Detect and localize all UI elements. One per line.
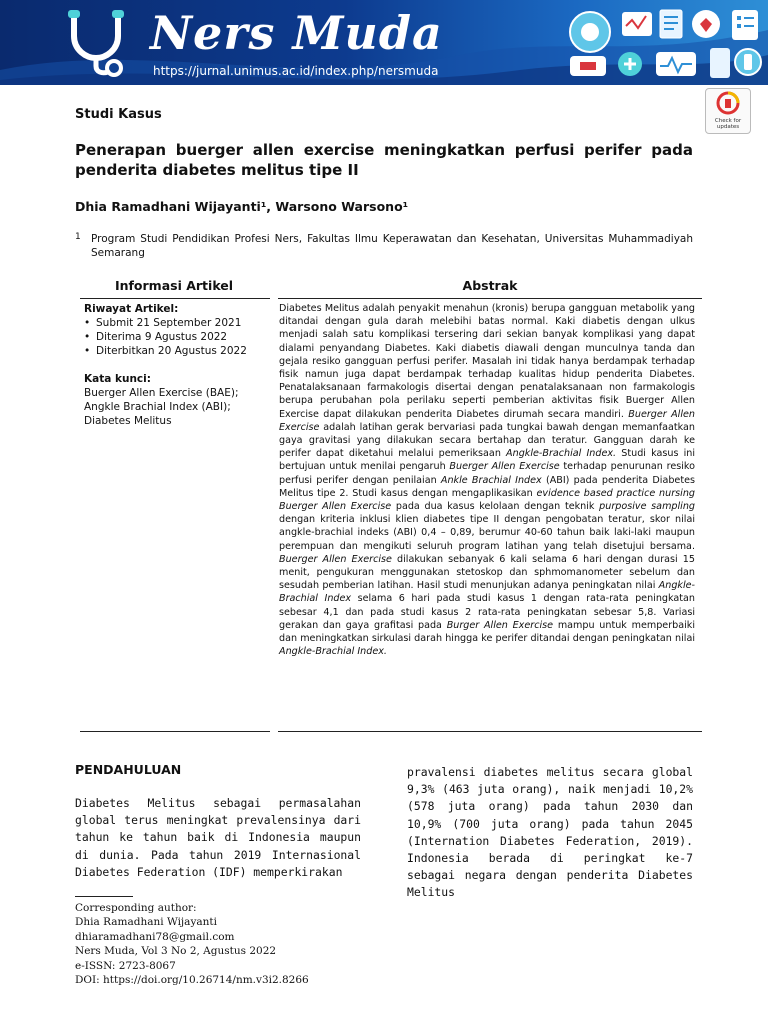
- history-label: Riwayat Artikel:: [84, 303, 179, 315]
- footnote-rule: [75, 896, 133, 897]
- article-info-heading: Informasi Artikel: [114, 278, 234, 293]
- footnote-eissn: e-ISSN: 2723-8067: [75, 959, 176, 972]
- abstract-bottom-rule: [278, 731, 702, 732]
- footnote-issue: Ners Muda, Vol 3 No 2, Agustus 2022: [75, 945, 277, 958]
- article-info-panel: [84, 302, 248, 428]
- history-item-published: • Diterbitkan 20 Agustus 2022: [84, 344, 248, 358]
- footnote-label: Corresponding author:: [75, 902, 197, 914]
- intro-paragraph-left: Diabetes Melitus sebagai permasalahan global terus meningkat prevalensinya dari tahun ke tahun baik di Indonesia maupun di dunia. Pada tahun 2019 Internasional Diabetes Federation (IDF) memperkirakan: [75, 796, 361, 879]
- footnote-name: Dhia Ramadhani Wijayanti: [75, 916, 217, 929]
- footnote-email[interactable]: dhiaramadhani78@gmail.com: [75, 930, 235, 943]
- check-for-updates-icon: [706, 89, 750, 119]
- affiliation: Program Studi Pendidikan Profesi Ners, Fakultas Ilmu Keperawatan dan Kesehatan, Universitas Muhammadiyah Semarang: [91, 233, 693, 259]
- abstract-segment: dengan kriteria inklusi klien diabetes tipe II dengan pengobatan teratur, skor nilai angkle-brachial indeks (ABI) 0,4 – 0,89, berumur 40-60 tahun baik laki-laki maupun perempuan dan mengikuti seluruh program latihan yang telah disetujui bersama.: [279, 514, 695, 552]
- abstract-segment: Buerger Allen Exercise: [449, 461, 560, 473]
- footnote-doi[interactable]: DOI: https://doi.org/10.26714/nm.v3i2.8266: [75, 974, 309, 987]
- abstract-text: [279, 302, 695, 658]
- journal-name: Ners Muda: [150, 6, 443, 60]
- abstract-segment: Burger Allen Exercise: [446, 619, 554, 631]
- section-title: PENDAHULUAN: [75, 762, 182, 777]
- abstract-segment: Buerger Allen Exercise: [279, 408, 695, 433]
- keywords-label: Kata kunci:: [84, 373, 151, 385]
- check-for-updates-badge[interactable]: [705, 88, 751, 134]
- history-item-submit: • Submit 21 September 2021: [84, 316, 248, 330]
- check-for-updates-label: Check for updates: [714, 118, 742, 130]
- history-list: [84, 316, 248, 358]
- abstract-top-rule: [278, 298, 702, 299]
- abstract-segment: mampu untuk memperbaiki dan meningkatkan sirkulasi darah hingga ke perifer ditandai dengan peningkatan nilai: [279, 619, 695, 645]
- abstract-segment: (ABI) pada penderita Diabetes Melitus tipe 2. Studi kasus dengan mengaplikasikan: [279, 474, 695, 499]
- info-bottom-rule: [80, 731, 270, 732]
- abstract-segment: Angkle-Brachial Index.: [506, 448, 617, 460]
- abstract-segment: Angkle-Brachial Index.: [279, 646, 387, 658]
- abstract-segment: adalah latihan gerak bervariasi pada tungkai bawah dengan memanfaatkan gaya gravitasi yang dilakukan secara bertahap dan teratur. Gangguan darah ke perifer dapat diketahui melalui pemeriksaan: [279, 421, 695, 460]
- medical-icons-illustration: [560, 4, 768, 82]
- abstract-segment: evidence based practice nursing Buerger Allen Exercise: [279, 487, 695, 513]
- abstract-segment: Diabetes Melitus adalah penyakit menahun (kronis) berupa gangguan metabolik yang ditandai dengan gula darah melebihi batas normal. Kaki diabetis dengan ulkus menjadi salah satu komplikasi tersering dari sekian banyak komplikasi yang dapat dialami penyandang Diabetes. Kaki diabetis diawali dengan munculnya tanda dan gejala resiko gangguan perfusi perifer. Masalah ini tidak hanya berdampak terhadap fisik namun juga dapat berdampak terhadap kualitas hidup penderita Diabetes. Penatalaksanaan farmakologis disertai dengan penatalaksanaan non farmakologis berupa perubahan pola perilaku seperti pemberian aktivitas fisik Buerger Allen Exercise dapat dilakukan penderita Diabetes dirumah secara mandiri.: [279, 303, 695, 420]
- history-item-accepted: • Diterima 9 Agustus 2022: [84, 330, 248, 344]
- keywords: Buerger Allen Exercise (BAE); Angkle Brachial Index (ABI); Diabetes Melitus: [84, 387, 239, 427]
- abstract-segment: Studi kasus ini bertujuan untuk menilai pengaruh: [279, 448, 696, 473]
- intro-paragraph-right: pravalensi diabetes melitus secara global 9,3% (463 juta orang), naik menjadi 10,2% (578 juta orang) pada tahun 2030 dan 10,9% (700 juta orang) pada tahun 2045 (Internation Diabetes Federation, 2019). Indonesia berada di peringkat ke-7 sebagai negara dengan penderita Diabetes Melitus: [407, 765, 693, 900]
- abstract-segment: pada dua kasus kelolaan dengan teknik: [391, 501, 600, 513]
- author-list: Dhia Ramadhani Wijayanti¹, Warsono Warsono¹: [75, 199, 409, 214]
- abstract-segment: Buerger Allen Exercise: [279, 553, 392, 565]
- abstract-segment: selama 6 hari pada studi kasus 1 dengan rata-rata peningkatan sebesar 4,1 dan pada studi kasus 2 rata-rata peningkatan sebesar 5,8. Variasi gerakan dan gaya grafitasi pada: [279, 593, 695, 631]
- abstract-segment: terhadap penurunan resiko perfusi perifer dengan penilaian: [279, 461, 695, 486]
- abstract-heading: Abstrak: [462, 278, 518, 293]
- abstract-segment: purposive sampling: [599, 501, 695, 513]
- abstract-segment: Ankle Brachial Index: [440, 474, 542, 486]
- affiliation-number: 1: [75, 232, 81, 242]
- abstract-segment: dilakukan sebanyak 6 kali selama 6 hari dengan durasi 15 menit, pengukuran menggunakan stetoskop dan sphmomanometer sebelum dan sesudah pemberian latihan. Hasil studi menunjukan adanya peningkatan nilai: [279, 553, 695, 592]
- journal-url[interactable]: https://jurnal.unimus.ac.id/index.php/nersmuda: [153, 64, 439, 78]
- article-title: Penerapan buerger allen exercise meningkatkan perfusi perifer pada penderita diabetes melitus tipe II: [75, 141, 693, 179]
- info-top-rule: [80, 298, 270, 299]
- stethoscope-logo-icon: [62, 8, 134, 78]
- journal-banner: [0, 0, 768, 85]
- corresponding-author-footnote: [75, 901, 395, 987]
- abstract-segment: Angkle-Brachial Index: [279, 580, 695, 605]
- article-type: Studi Kasus: [75, 107, 162, 122]
